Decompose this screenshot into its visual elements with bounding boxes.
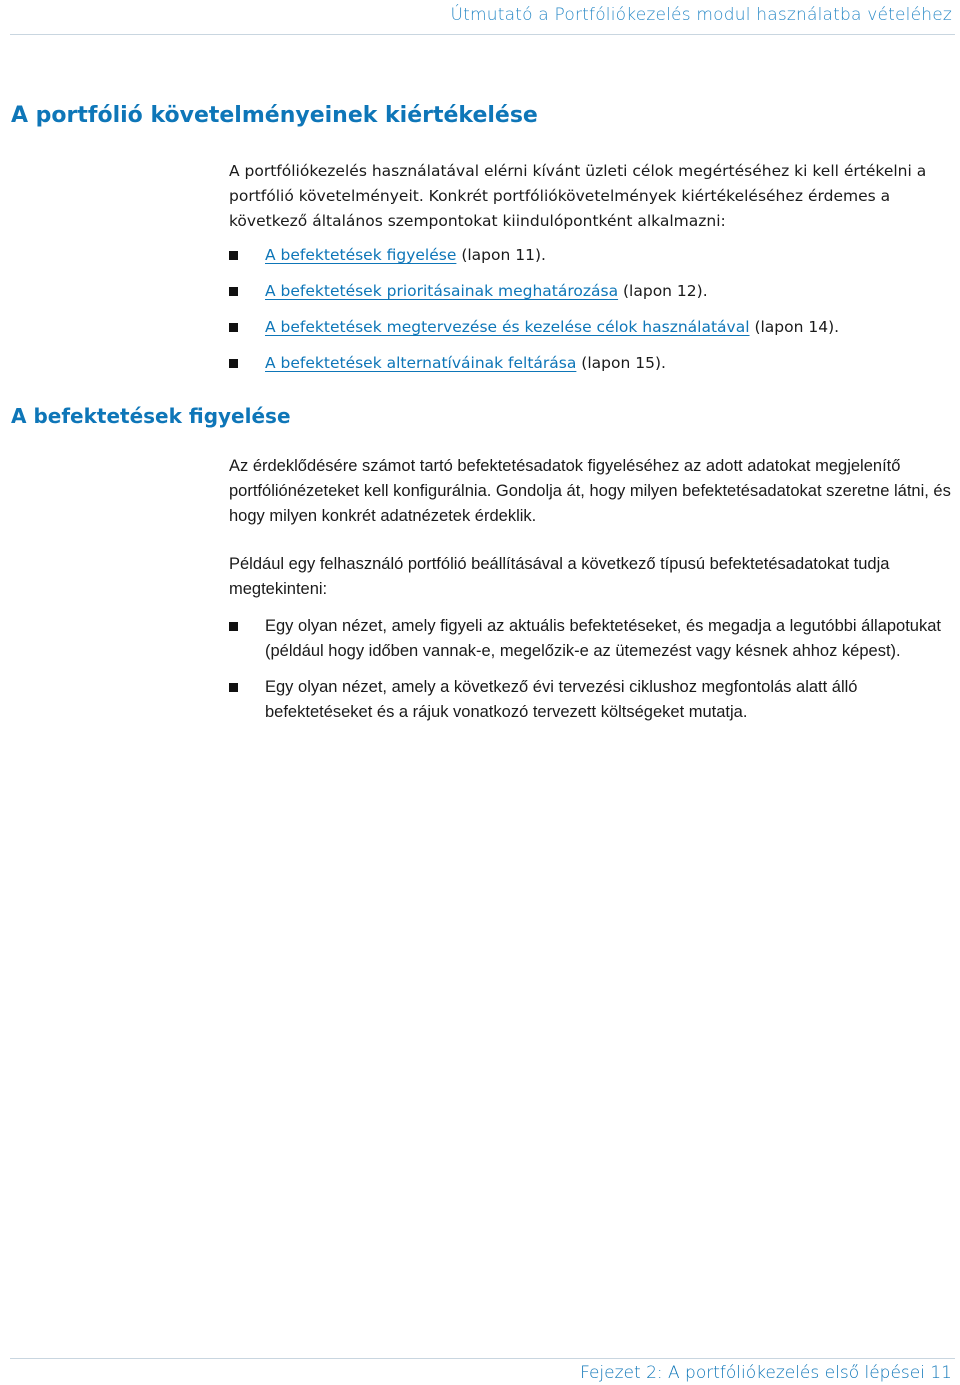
page-reference: (lapon 11). [456,246,546,264]
intro-paragraph: A portfóliókezelés használatával elérni kívánt üzleti célok megértéséhez ki kell értékelni a portfólió követelményeit. Konkrét portfóliókövetelmények kiértékeléséhez érdemes a következő általános szempontokat kiindulópontként alkalmazni: [229,162,927,230]
list-item [229,279,949,304]
square-bullet-icon [229,683,238,692]
square-bullet-icon [229,287,238,296]
footer-rule [10,1358,955,1359]
footer-page-label: Fejezet 2: A portfóliókezelés első lépései 11 [580,1363,952,1383]
square-bullet-icon [229,323,238,332]
list-item [229,315,949,340]
header-rule [10,34,955,35]
cross-reference-link[interactable]: A befektetések alternatíváinak feltárása [265,354,577,372]
list-item [229,614,949,664]
view-examples-list [229,614,949,736]
page-reference: (lapon 12). [618,282,708,300]
example-paragraph: Például egy felhasználó portfólió beállításával a következő típusú befektetésadatokat tudja megtekinteni: [229,555,890,598]
square-bullet-icon [229,251,238,260]
subsection-title: A befektetések figyelése [11,404,291,428]
monitoring-paragraph: Az érdeklődésére számot tartó befektetésadatok figyeléséhez az adott adatokat megjelenítő portfóliónézeteket kell konfigurálnia. Gondolja át, hogy milyen befektetésadatokat szeretne látni, és hogy milyen konkrét adatnézetek érdeklik. [229,457,951,525]
list-item-text: Egy olyan nézet, amely figyeli az aktuális befektetéseket, és megadja a legutóbbi állapotukat (például hogy időben vannak-e, megelőzik-e az ütemezést vagy késnek ahhoz képest). [265,617,941,660]
cross-reference-link[interactable]: A befektetések prioritásainak meghatározása [265,282,619,300]
page-reference: (lapon 15). [576,354,666,372]
list-item [229,351,949,376]
list-item [229,243,949,268]
section-title: A portfólió követelményeinek kiértékelése [11,103,538,128]
list-item-text: Egy olyan nézet, amely a következő évi tervezési ciklushoz megfontolás alatt álló befektetéseket és a rájuk vonatkozó tervezett költségeket mutatja. [265,678,858,721]
list-item [229,675,949,725]
cross-reference-link[interactable]: A befektetések megtervezése és kezelése célok használatával [265,318,750,336]
square-bullet-icon [229,622,238,631]
cross-reference-link[interactable]: A befektetések figyelése [265,246,457,264]
running-header: Útmutató a Portfóliókezelés modul használatba vételéhez [450,5,952,25]
page-reference: (lapon 14). [749,318,840,336]
square-bullet-icon [229,359,238,368]
cross-reference-list [229,243,949,387]
